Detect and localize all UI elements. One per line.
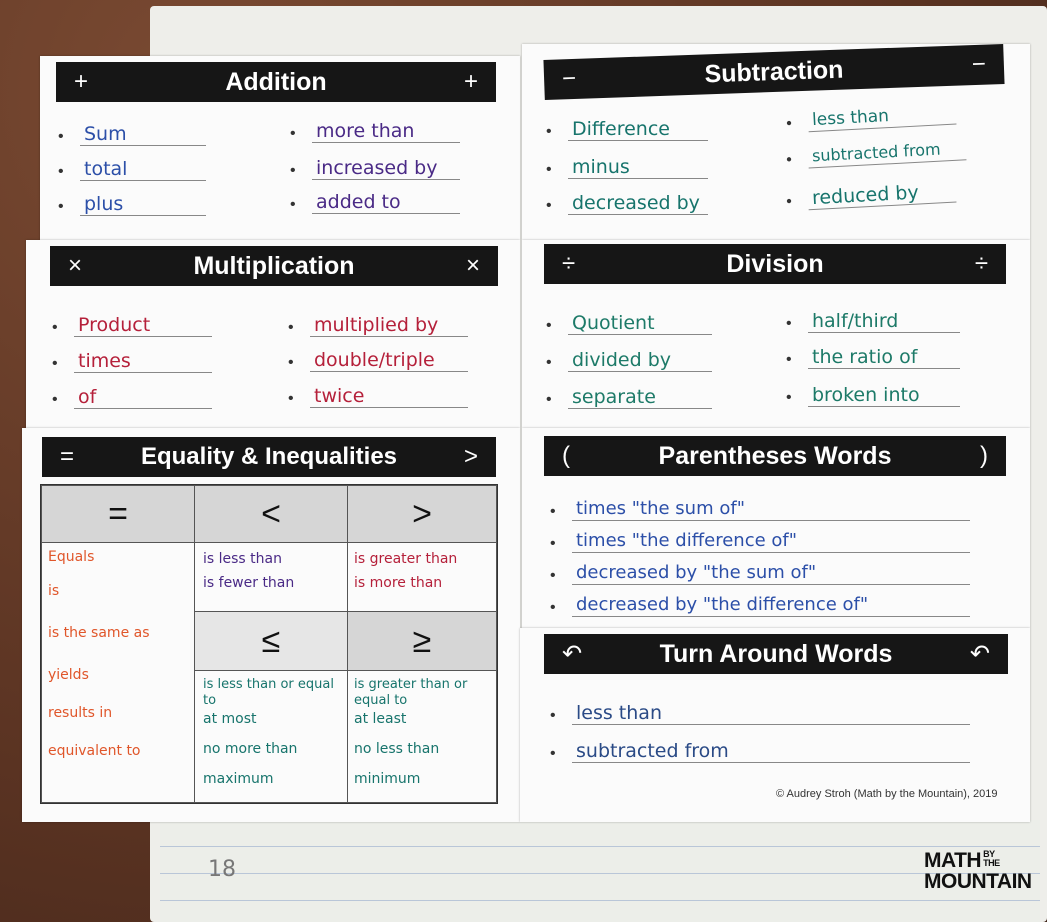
equals-icon: = [60, 443, 75, 470]
times-icon: × [68, 252, 83, 279]
list-item: • separate [546, 386, 712, 409]
list-item: • times [52, 350, 212, 373]
minus-icon: − [561, 64, 577, 93]
divide-icon: ÷ [974, 250, 988, 277]
turn-arrow-icon: ↶ [969, 640, 990, 668]
equality-title: Equality & Inequalities [140, 443, 398, 470]
equals-header: = [41, 485, 195, 543]
list-item: • times "the difference of" [550, 530, 970, 553]
turn-arrow-icon: ↶ [562, 640, 583, 668]
list-item: • Sum [58, 123, 206, 146]
greater-equal-header: ≥ [347, 611, 497, 671]
list-item: • subtracted from [550, 740, 970, 763]
division-header [544, 244, 1006, 284]
inequality-table [40, 484, 498, 804]
open-paren-icon: ( [562, 442, 570, 469]
equality-header [42, 437, 496, 477]
less-equal-cell: is less than or equal to at most no more than maximum [194, 670, 348, 803]
copyright-text: © Audrey Stroh (Math by the Mountain), 2019 [776, 788, 998, 800]
multiplication-header [50, 246, 498, 286]
page-number: 18 [208, 857, 236, 882]
list-item: • less than [550, 702, 970, 725]
less-than-cell: is less than is fewer than [194, 542, 348, 612]
parentheses-header [544, 436, 1006, 476]
list-item: • plus [58, 193, 206, 216]
close-paren-icon: ) [980, 442, 988, 469]
list-item: • double/triple [288, 349, 468, 372]
division-title: Division [726, 249, 824, 278]
list-item: • divided by [546, 349, 712, 372]
list-item: • total [58, 158, 206, 181]
notebook-lines [160, 820, 1040, 922]
divide-icon: ÷ [562, 250, 576, 277]
list-item: • decreased by "the difference of" [550, 594, 970, 617]
addition-title: Addition [225, 67, 327, 96]
list-item: • broken into [786, 384, 960, 407]
list-item: • Product [52, 314, 212, 337]
greater-than-icon: > [463, 443, 478, 470]
addition-header [56, 62, 496, 102]
list-item: • increased by [290, 157, 460, 180]
greater-equal-cell: is greater than or equal to at least no less than minimum [347, 670, 497, 803]
list-item: • minus [546, 156, 708, 179]
list-item: • half/third [786, 310, 960, 333]
list-item: • Difference [546, 118, 708, 141]
greater-than-cell: is greater than is more than [347, 542, 497, 612]
list-item: • times "the sum of" [550, 498, 970, 521]
turnaround-title: Turn Around Words [659, 639, 893, 668]
times-icon: × [465, 252, 480, 279]
turnaround-header [544, 634, 1008, 674]
list-item: • Quotient [546, 312, 712, 335]
list-item: • decreased by [546, 192, 708, 215]
list-item: • of [52, 386, 212, 409]
list-item: • more than [290, 120, 460, 143]
list-item: • added to [290, 191, 460, 214]
brand-logo: MATH BY THE MOUNTAIN [924, 849, 1032, 893]
parentheses-title: Parentheses Words [658, 441, 892, 470]
plus-icon: + [463, 68, 478, 95]
list-item: • less than [786, 102, 957, 134]
list-item: • the ratio of [786, 346, 960, 369]
subtraction-title: Subtraction [704, 55, 844, 88]
multiplication-title: Multiplication [193, 251, 355, 280]
minus-icon: − [971, 50, 987, 79]
greater-than-header: > [347, 485, 497, 543]
list-item: • reduced by [786, 180, 957, 212]
equals-cell: Equals is is the same as yields results in equivalent to [41, 542, 195, 803]
list-item: • twice [288, 385, 468, 408]
plus-icon: + [74, 68, 89, 95]
list-item: • multiplied by [288, 314, 468, 337]
list-item: • decreased by "the sum of" [550, 562, 970, 585]
less-than-header: < [194, 485, 348, 543]
list-item: • subtracted from [786, 137, 967, 169]
less-equal-header: ≤ [194, 611, 348, 671]
